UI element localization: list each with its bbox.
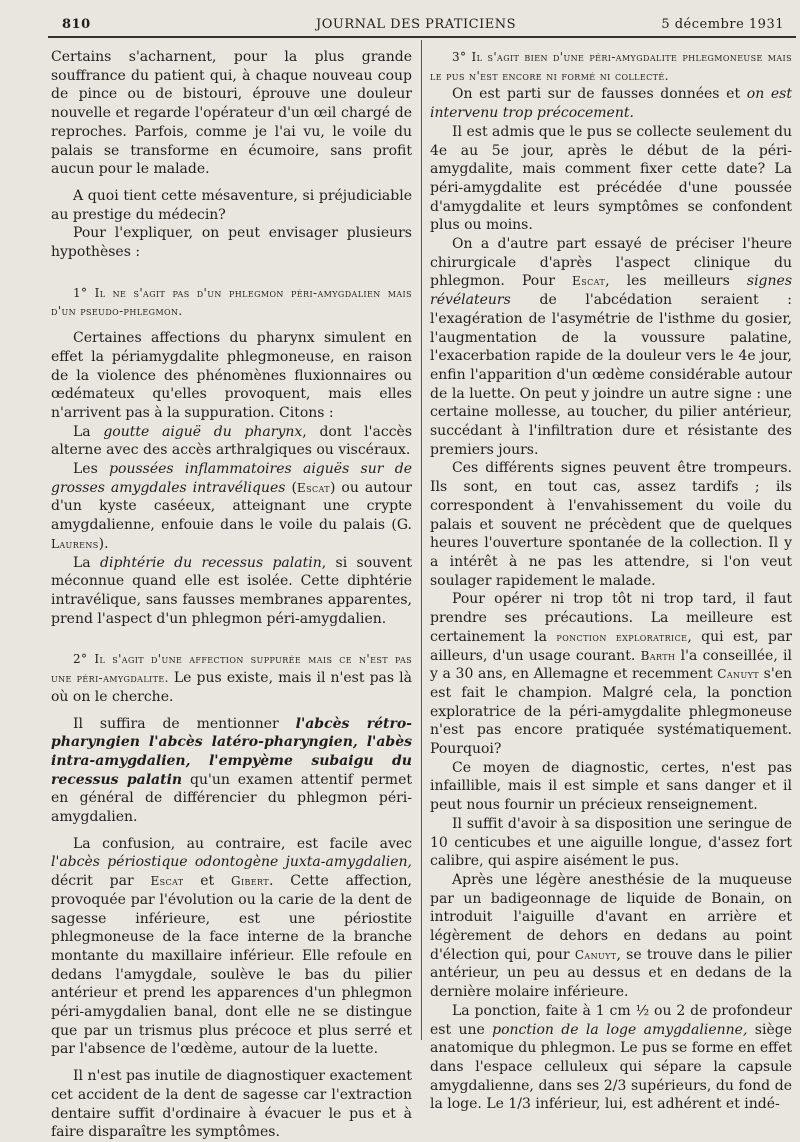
heading-text: 1° Il ne s'agit pas d'un phlegmon péri-amygdalien mais d'un pseudo-phlegmon.	[51, 285, 412, 319]
paragraph: Il suffit d'avoir à sa disposition une seringue de 10 centicubes et une aiguille longue, d'assez fort calibre, qui aspire aisément le pus.	[430, 815, 792, 870]
right-column	[430, 48, 793, 1113]
paragraph: Il est admis que le pus se collecte seulement du 4e au 5e jour, après le début de la péri-amygdalite, mais comment fixer cette date? La péri-amygdalite est précédée d'une poussée d'amygdalite et leurs symptômes se confondent plus ou moins.	[430, 123, 792, 234]
paragraph: On est parti sur de fausses données et on est intervenu trop précocement.	[430, 86, 792, 122]
heading-text: 3° Il s'agit bien d'une péri-amygdalite phlegmoneuse mais le pus n'est encore ni formé ni collecté.	[430, 50, 792, 83]
paragraph: Il n'est pas inutile de diagnostiquer exactement cet accident de la dent de sagesse car l'extraction dentaire suffit d'ordinaire à évacuer le pus et à faire disparaître les symptômes.	[51, 1068, 412, 1141]
paragraph: La confusion, au contraire, est facile avec l'abcès périostique odontogène juxta-amygdalien, décrit par Escat et Gibert. Cette affection, provoquée par l'évolution ou la carie de la dent de sagesse inférieure, est une périostite phlegmoneuse de la face interne de la branche montante du maxillaire inférieur. Elle refoule en dedans l'amygdale, soulève le bas du pilier antérieur et prend les apparences d'un phlegmon péri-amygdalien banal, dont elle ne se distingue que par un trismus plus précoce et plus serré et par l'absence de l'œdème, autour de la luette.	[51, 835, 412, 1058]
running-header	[48, 12, 784, 34]
paragraph: Certains s'acharnent, pour la plus grande souffrance du patient qui, à chaque nouveau coup de pince ou de bistouri, éprouve une douleur nouvelle et regarde l'opérateur d'un œil chargé de reproches. Parfois, comme je l'ai vu, le voile du palais se transforme en écumoire, sans profit aucun pour le malade.	[51, 49, 412, 178]
paragraph: On a d'autre part essayé de préciser l'heure chirurgicale d'après l'aspect clinique du phlegmon. Pour Escat, les meilleurs signes révélateurs de l'abcédation seraient : l'exagération de l'asymétrie de l'isthme du gosier, l'augmentation de la voussure palatine, l'exacerbation rapide de la douleur vers le 4e jour, enfin l'apparition d'un œdème considérable autour de la luette. On peut y joindre un autre signe : une certaine mollesse, au toucher, du pilier antérieur, succédant à l'infiltration dure et résistante des premiers jours.	[430, 236, 793, 458]
paragraph: La goutte aiguë du pharynx, dont l'accès alterne avec des accès arthralgiques ou viscéraux.	[51, 423, 412, 459]
paragraph: Après une légère anesthésie de la muqueuse par un badigeonnage de liquide de Bonain, on introduit l'aiguille d'avant en arrière et légèrement de dehors en dedans au point d'élection qui, pour Canuyt, se trouve dans le pilier antérieur, un peu au dessus et en dedans de la dernière molaire inférieure.	[430, 871, 793, 1001]
header-rule	[48, 36, 796, 38]
paragraph: Certaines affections du pharynx simulent en effet la périamygdalite phlegmoneuse, en raison de la violence des phénomènes fluxionnaires ou œdémateux qu'elles provoquent, mais elles n'arrivent pas à la suppuration. Citons :	[51, 330, 412, 421]
paragraph: La diphtérie du recessus palatin, si souvent méconnue quand elle est isolée. Cette diphtérie intravélique, sans fausses membranes apparentes, prend l'aspect d'un phlegmon péri-amygdalien.	[51, 554, 413, 627]
paragraph: Il suffira de mentionner l'abcès rétro-pharyngien l'abcès latéro-pharyngien, l'abès intra-amygdalien, l'empyème subaigu du recessus palatin qu'un examen attentif permet en général de différencier du phlegmon péri-amygdalien.	[51, 715, 412, 826]
paragraph: Pour opérer ni trop tôt ni trop tard, il faut prendre ses précautions. La meilleure est certainement la ponction exploratrice, qui est, par ailleurs, d'un usage courant. Barth l'a conseillée, il y a 30 ans, en Allemagne et recemment Canuyt s'en est fait le champion. Malgré cela, la ponction exploratrice de la péri-amygdalite phlegmoneuse n'est pas encore pratiquée systématiquement. Pourquoi?	[430, 591, 793, 758]
paragraph: Les poussées inflammatoires aiguës sur de grosses amygdales intravéliques (Escat) ou autour d'un kyste caséeux, atteignant une crypte amygdalienne, enfouie dans le voile du palais (G. Laurens).	[51, 461, 413, 552]
paragraph: Ces différents signes peuvent être trompeurs. Ils sont, en tout cas, assez tardifs ; ils correspondent à l'envahissement du voile du palais et souvent ne précèdent que de quelques heures l'ouverture spontanée de la collection. Il y a intérêt à ne pas les attendre, si l'on veut soulager rapidement le malade.	[430, 460, 792, 589]
journal-title: JOURNAL DES PRATICIENS	[316, 17, 516, 32]
paragraph: La ponction, faite à 1 cm ½ ou 2 de profondeur est une ponction de la loge amygdalienne, siège anatomique du phlegmon. Le pus se forme en effet dans l'espace celluleux qui sépare la capsule amygdalienne, dans ses 2/3 supérieurs, du fond de la loge. Le 1/3 inférieur, lui, est adhérent et indé-	[430, 1002, 792, 1113]
paragraph: Pour l'expliquer, on peut envisager plusieurs hypothèses :	[51, 225, 412, 261]
heading-text: 2° Il s'agit d'une affection suppurée mais ce n'est pas une péri-amygdalite.	[51, 652, 412, 686]
section-heading: 2° Il s'agit d'une affection suppurée mais ce n'est pas une péri-amygdalite. Le pus existe, mais il n'est pas là où on le cherche.	[51, 652, 412, 705]
paragraph: Ce moyen de diagnostic, certes, n'est pas infaillible, mais il est simple et sans danger et il peut nous fournir un précieux renseignement.	[430, 759, 792, 814]
section-heading	[430, 48, 792, 85]
column-divider	[421, 40, 422, 1040]
left-column	[51, 48, 413, 1141]
issue-date: 5 décembre 1931	[661, 17, 784, 32]
paragraph: A quoi tient cette mésaventure, si préjudiciable au prestige du médecin?	[51, 187, 412, 223]
section-heading	[51, 284, 412, 321]
page-number: 810	[62, 17, 91, 32]
